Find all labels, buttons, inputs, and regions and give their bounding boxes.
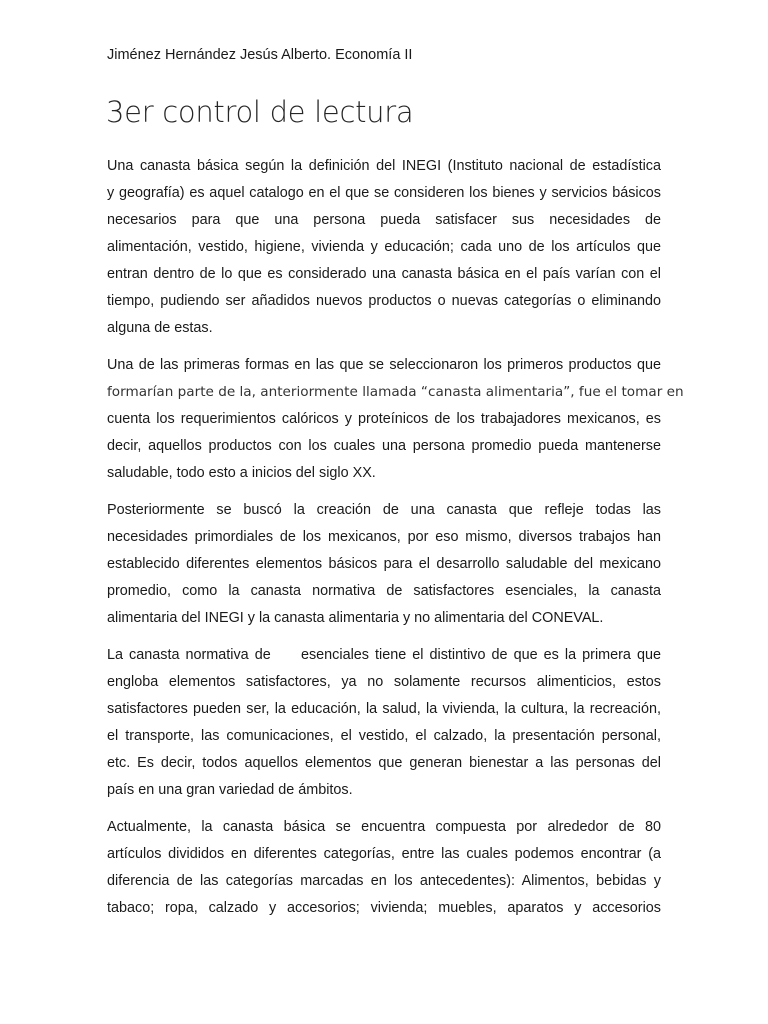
text-line: formarían parte de la, anteriormente llamada “canasta alimentaria”, fue el tomar en [107,384,684,400]
document-body [107,153,684,932]
text-line: cuenta los requerimientos calóricos y proteínicos de los trabajadores mexicanos, es [107,411,661,427]
text-line: promedio, como la canasta normativa de satisfactores esenciales, la canasta [107,583,661,599]
paragraph-later-development [107,497,661,632]
text-line: La canasta normativa de esenciales tiene el distintivo de que es la primera que [107,647,661,663]
paragraph-origins [107,352,684,487]
text-line: tiempo, pudiendo ser añadidos nuevos productos o nuevas categorías o eliminando [107,293,661,309]
text-line: tabaco; ropa, calzado y accesorios; vivienda; muebles, aparatos y accesorios [107,900,661,916]
text-line: satisfactores pueden ser, la educación, la salud, la vivienda, la cultura, la recreación, [107,701,661,717]
text-line: saludable, todo esto a inicios del siglo XX. [107,465,376,481]
text-line: etc. Es decir, todos aquellos elementos que generan bienestar a las personas del [107,755,661,771]
paragraph-normative-basket [107,642,661,804]
text-line: diferencia de las categorías marcadas en los antecedentes): Alimentos, bebidas y [107,873,661,889]
text-line: y geografía) es aquel catalogo en el que se consideren los bienes y servicios básicos [107,185,661,201]
text-line: artículos divididos en diferentes categorías, entre las cuales podemos encontrar (a [107,846,661,862]
text-line: necesarios para que una persona pueda satisfacer sus necesidades de [107,212,661,228]
text-line: el transporte, las comunicaciones, el vestido, el calzado, la presentación personal, [107,728,661,744]
text-line: país en una gran variedad de ámbitos. [107,782,353,798]
text-line: Una canasta básica según la definición del INEGI (Instituto nacional de estadística [107,158,661,174]
text-line: Una de las primeras formas en las que se seleccionaron los primeros productos que [107,357,661,373]
text-line: decir, aquellos productos con los cuales una persona promedio pueda mantenerse [107,438,661,454]
text-line: alguna de estas. [107,320,213,336]
document-title: 3er control de lectura [106,95,414,129]
text-line: entran dentro de lo que es considerado una canasta básica en el país varían con el [107,266,661,282]
author-header: Jiménez Hernández Jesús Alberto. Economía II [107,47,413,63]
text-line: establecido diferentes elementos básicos para el desarrollo saludable del mexicano [107,556,661,572]
text-line: Actualmente, la canasta básica se encuentra compuesta por alrededor de 80 [107,819,661,835]
text-line: alimentaria del INEGI y la canasta alimentaria y no alimentaria del CONEVAL. [107,610,604,626]
text-line: engloba elementos satisfactores, ya no solamente recursos alimenticios, estos [107,674,661,690]
text-line: necesidades primordiales de los mexicanos, por eso mismo, diversos trabajos han [107,529,661,545]
paragraph-current-basket [107,814,661,922]
text-line: alimentación, vestido, higiene, vivienda y educación; cada uno de los artículos que [107,239,661,255]
text-line: Posteriormente se buscó la creación de una canasta que refleje todas las [107,502,661,518]
paragraph-definition [107,153,661,342]
